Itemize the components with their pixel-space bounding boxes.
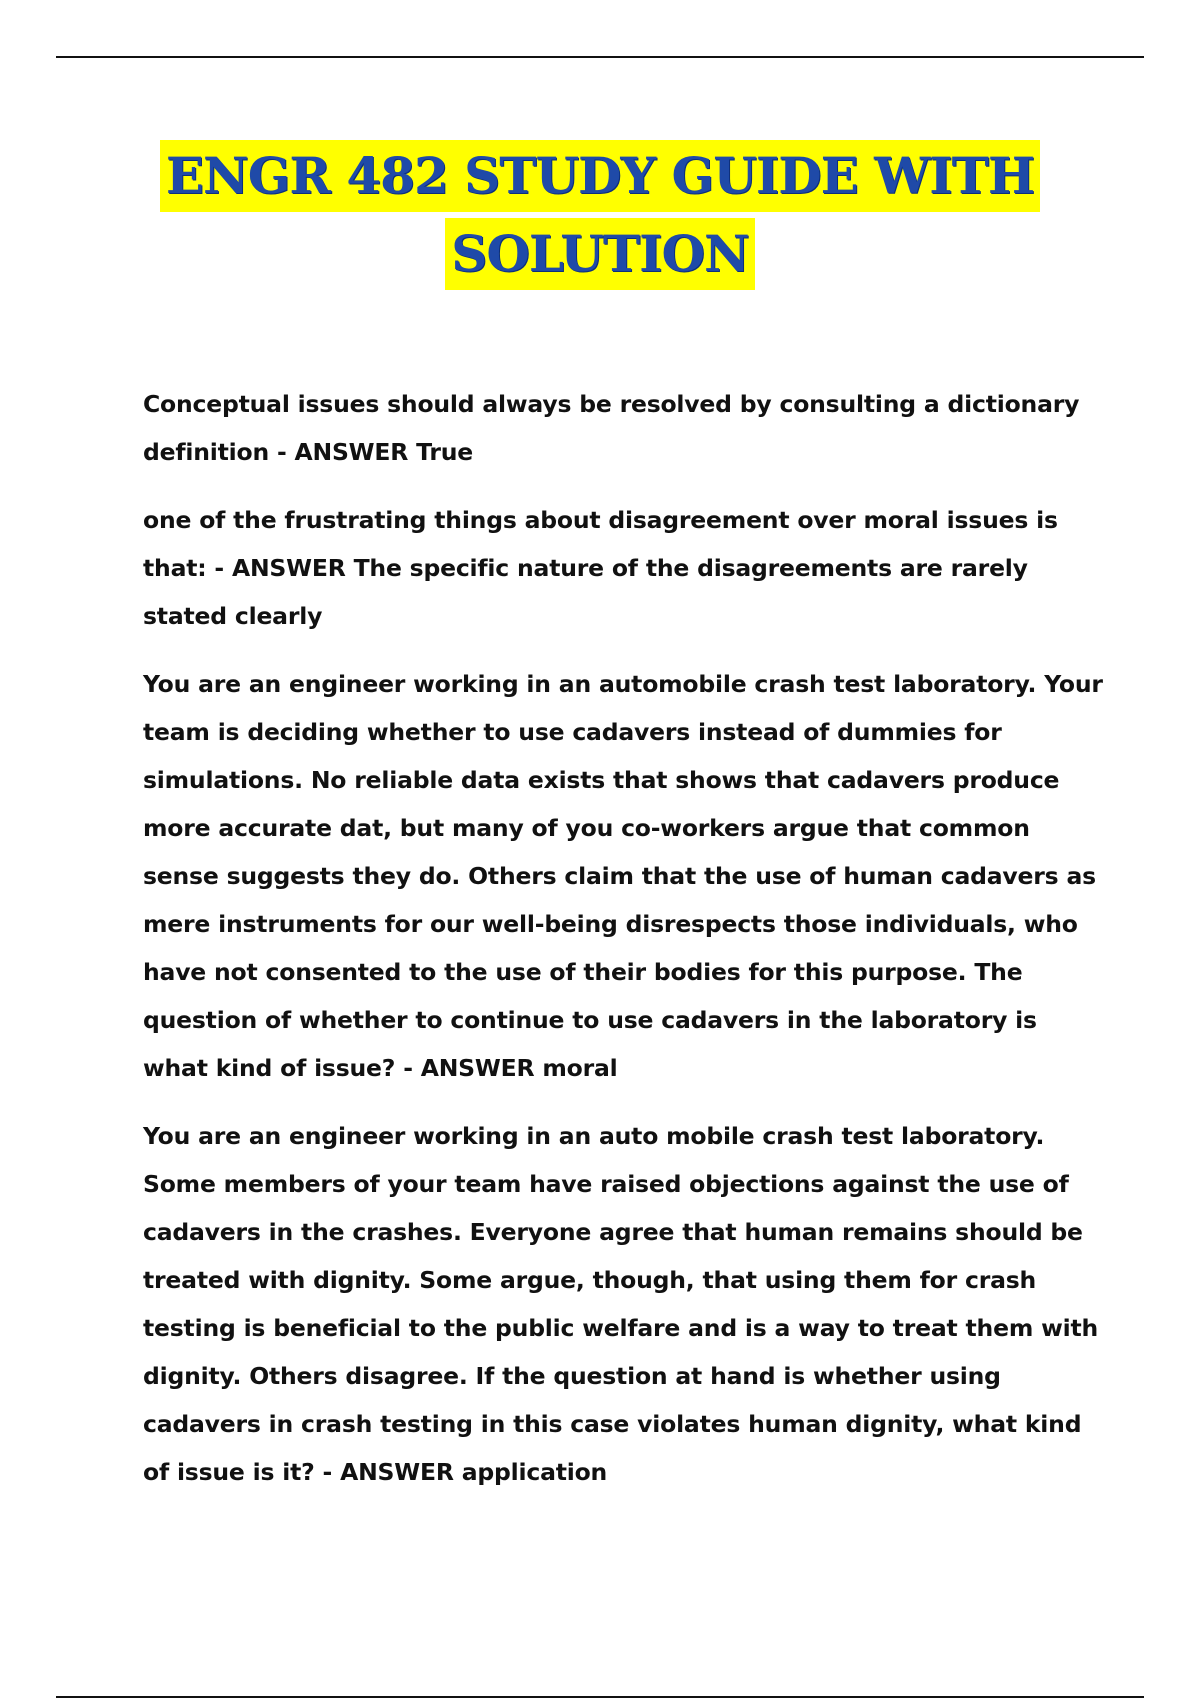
document-title bbox=[0, 140, 1200, 290]
qa-entry-2: one of the frustrating things about disagreement over moral issues is that: - ANSWER The specific nature of the disagreements are rarely stated clearly bbox=[143, 506, 1058, 630]
title-line-2: SOLUTION bbox=[445, 218, 755, 290]
title-line-1: ENGR 482 STUDY GUIDE WITH bbox=[160, 140, 1040, 212]
qa-entry-1: Conceptual issues should always be resolved by consulting a dictionary definition - ANSWER True bbox=[143, 390, 1080, 466]
top-rule bbox=[56, 56, 1144, 58]
bottom-rule bbox=[56, 1696, 1144, 1698]
study-guide-content bbox=[143, 380, 1103, 1516]
qa-entry-3: You are an engineer working in an automobile crash test laboratory. Your team is deciding whether to use cadavers instead of dummies for simulations. No reliable data exists that shows that cadavers produce more accurate dat, but many of you co-workers argue that common sense suggests they do. Others claim that the use of human cadavers as mere instruments for our well-being disrespects those individuals, who have not consented to the use of their bodies for this purpose. The question of whether to continue to use cadavers in the laboratory is what kind of issue? - ANSWER moral bbox=[143, 670, 1103, 1082]
qa-entry-4: You are an engineer working in an auto mobile crash test laboratory. Some members of your team have raised objections against the use of cadavers in the crashes. Everyone agree that human remains should be treated with dignity. Some argue, though, that using them for crash testing is beneficial to the public welfare and is a way to treat them with dignity. Others disagree. If the question at hand is whether using cadavers in crash testing in this case violates human dignity, what kind of issue is it? - ANSWER application bbox=[143, 1122, 1099, 1486]
